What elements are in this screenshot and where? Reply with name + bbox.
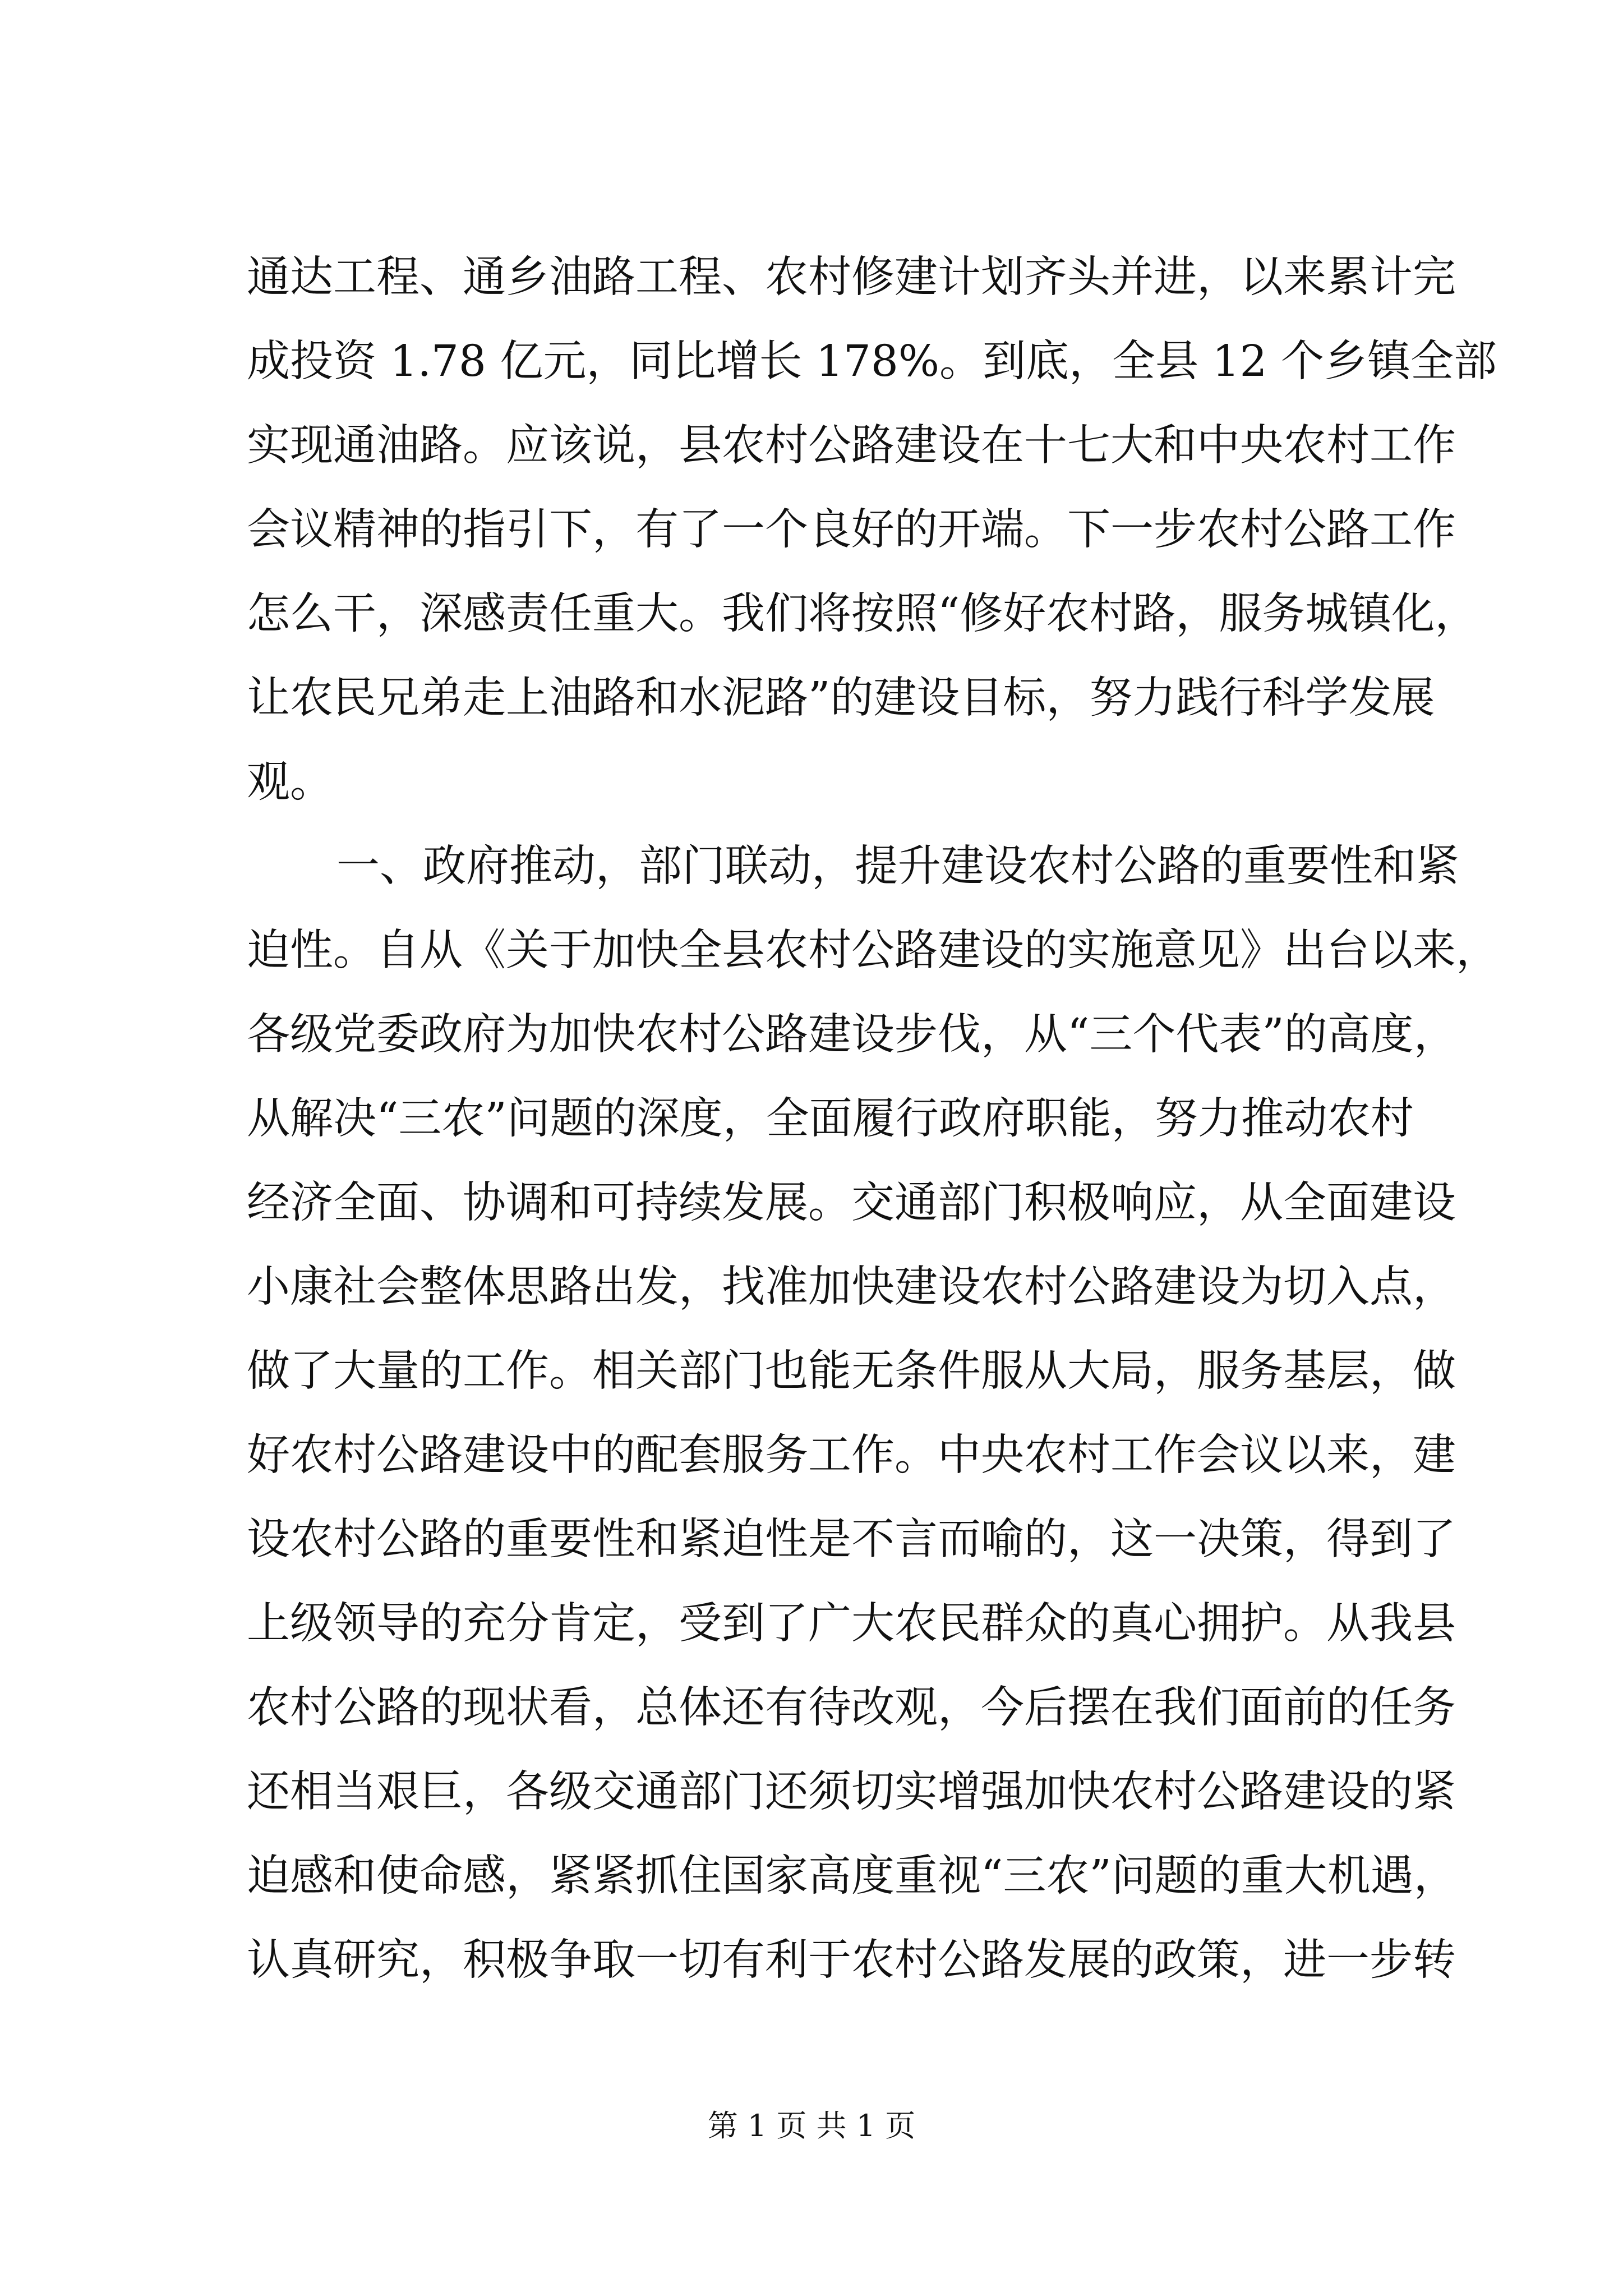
paragraph-1 <box>247 236 1497 825</box>
text-line: 好农村公路建设中的配套服务工作。中央农村工作会议以来，建 <box>247 1430 1456 1480</box>
text-line: 让农民兄弟走上油路和水泥路”的建设目标，努力践行科学发展 <box>247 673 1435 723</box>
text-line: 小康社会整体思路出发，找准加快建设农村公路建设为切入点， <box>247 1262 1456 1312</box>
text-line: 经济全面、协调和可持续发展。交通部门积极响应，从全面建设 <box>247 1178 1456 1228</box>
text-line: 成投资 1.78 亿元，同比增长 178%。到底，全县 12 个乡镇全部 <box>247 337 1497 386</box>
text-line: 各级党委政府为加快农村公路建设步伐，从“三个代表”的高度， <box>247 1010 1457 1060</box>
text-line: 认真研究，积极争取一切有利于农村公路发展的政策，进一步转 <box>247 1935 1456 1985</box>
text-line: 农村公路的现状看，总体还有待改观，今后摆在我们面前的任务 <box>247 1683 1456 1733</box>
document-body <box>247 236 1499 2003</box>
text-line: 观。 <box>247 757 333 807</box>
text-line: 一、政府推动，部门联动，提升建设农村公路的重要性和紧 <box>336 841 1459 891</box>
page-footer: 第 1 页 共 1 页 <box>707 2108 916 2143</box>
text-line: 通达工程、通乡油路工程、农村修建计划齐头并进，以来累计完 <box>247 252 1456 302</box>
text-line: 上级领导的充分肯定，受到了广大农民群众的真心拥护。从我县 <box>247 1599 1456 1649</box>
text-line: 怎么干，深感责任重大。我们将按照“修好农村路，服务城镇化， <box>247 589 1478 639</box>
text-line: 从解决“三农”问题的深度，全面履行政府职能，努力推动农村 <box>247 1094 1414 1144</box>
text-line: 会议精神的指引下，有了一个良好的开端。下一步农村公路工作 <box>247 505 1456 555</box>
text-line: 实现通油路。应该说，县农村公路建设在十七大和中央农村工作 <box>247 421 1456 471</box>
text-line: 还相当艰巨，各级交通部门还须切实增强加快农村公路建设的紧 <box>247 1767 1456 1817</box>
text-line: 迫感和使命感，紧紧抓住国家高度重视“三农”问题的重大机遇， <box>247 1851 1457 1901</box>
text-line: 设农村公路的重要性和紧迫性是不言而喻的，这一决策，得到了 <box>247 1515 1456 1565</box>
text-line: 迫性。自从《关于加快全县农村公路建设的实施意见》出台以来， <box>247 926 1499 976</box>
paragraph-2 <box>247 825 1499 2003</box>
text-line: 做了大量的工作。相关部门也能无条件服从大局，服务基层，做 <box>247 1346 1456 1396</box>
